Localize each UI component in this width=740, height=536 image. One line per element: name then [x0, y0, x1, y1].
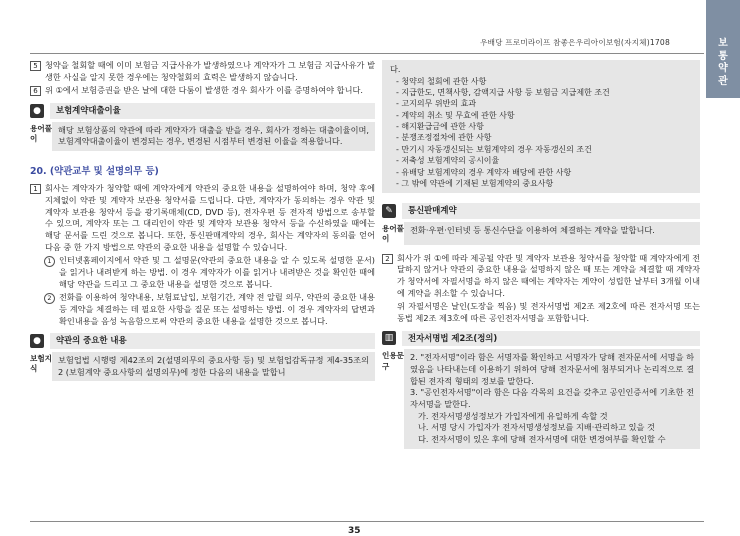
list-item: - 계약의 취소 및 무효에 관한 사항: [396, 110, 515, 120]
note-text: [404, 349, 700, 448]
footer-divider: [30, 521, 704, 522]
side-tab-char: 약: [718, 63, 728, 74]
clause-continuation: [382, 301, 700, 324]
clause-item-5: [30, 60, 375, 83]
clause-text: 회사는 계약자가 청약할 때에 계약자에게 약관의 중요한 내용을 설명하여야 하며, 청약 후에 지체없이 약관 및 계약자 보관용 청약서를 드립니다. 다만, 계약자가 동의하는 경우 약관 및 계약자 보관용 청약서 등을 광기록매체(CD, DVD 등), 전자우편 등 전자적 방법으로 송부할 수 있으며, 계약자 또는 그 대리인이 약관 및 계약자 보관용 청약서 등을 수신하였을 때에는 해당 문서를 드린 것으로 봅니다. 또한, 통신판매계약의 경우, 회사는 계약자의 동의를 얻어 다음 중 한 가지 방법으로 약관의 중요한 내용을 설명할 수 있습니다.: [45, 183, 375, 252]
note-title: 보험계약대출이율: [50, 103, 375, 119]
note-header-important: [30, 333, 375, 349]
important-items-list: [382, 60, 700, 193]
note-label: 보험지식: [30, 354, 53, 374]
info-icon: ●: [30, 104, 44, 118]
note-body-mail-order: [382, 222, 700, 245]
running-title: 우배당 프로미라이프 참좋은우리아이보험(자지체)1708: [480, 38, 670, 47]
note-header-esign: [382, 331, 700, 347]
note-title: 전자서명법 제2조(정의): [402, 331, 700, 347]
clause-number: 1: [30, 184, 41, 194]
section-title: 20. (약관교부 및 설명의무 등): [30, 166, 159, 178]
clause-number: 5: [30, 61, 41, 71]
side-tab-char: 관: [718, 75, 728, 87]
note-body-important: [30, 352, 375, 381]
clause-text: 위 자필서명은 날인(도장을 찍음) 및 전자서명법 제2조 제2호에 따른 전자서명 또는 동법 제2조 제3호에 따른 공인전자서명을 포함합니다.: [397, 301, 700, 323]
clause-item-6: [30, 85, 375, 97]
list-item: - 저축성 보험계약의 공시이율: [396, 156, 500, 166]
side-tab-char: 보: [718, 38, 728, 49]
note-label: 인용문구: [382, 351, 405, 371]
list-item: - 만기시 자동갱신되는 보험계약의 경우 자동갱신의 조건: [396, 144, 592, 154]
list-head: 다.: [390, 64, 401, 74]
pencil-icon: ✎: [382, 204, 396, 218]
sub-item-2: [30, 292, 375, 327]
sub-number: 2: [44, 293, 55, 304]
note-body-loan-rate: [30, 122, 375, 151]
note-body-esign: [382, 349, 700, 448]
side-tab-char: 통: [718, 50, 728, 62]
book-icon: ▥: [382, 331, 396, 345]
list-item: - 지급한도, 면책사항, 감액지급 사항 등 보험금 지급제한 조건: [396, 88, 610, 97]
page-number: 35: [348, 526, 361, 536]
info-icon: ●: [30, 334, 44, 348]
list-item: - 해지환급금에 관한 사항: [396, 122, 484, 132]
sub-text: 전화를 이용하여 청약내용, 보험료납입, 보험기간, 계약 전 알릴 의무, 약관의 중요한 내용 등 계약을 체결하는 데 필요한 사항을 질문 또는 설명하는 방법. 이 경우 계약자의 답변과 확인내용을 음성 녹음함으로써 약관의 중요한 내용을 설명한 것으로 봅니다.: [59, 292, 375, 326]
quote-line: 다. 전자서명이 있은 후에 당해 전자서명에 대한 변경여부를 확인할 수: [418, 433, 666, 444]
note-title: 약관의 중요한 내용: [50, 333, 375, 349]
clause-text: 회사가 위 ①에 따라 제공될 약관 및 계약자 보관용 청약서를 청약할 때 계약자에게 전달하지 않거나 약관의 중요한 내용을 설명하지 않은 때 또는 계약을 체결할 때 계약자가 청약서에 자필서명을 하지 않은 때에는 계약자는 계약이 성립한 날부터 3개월 이내에 계약을 취소할 수 있습니다.: [397, 252, 700, 298]
list-item: - 유배당 보험계약의 경우 계약자 배당에 관한 사항: [396, 167, 572, 177]
clause-text: 청약을 철회할 때에 이미 보험금 지급사유가 발생하였으나 계약자가 그 보험금 지급사유가 발생한 사실을 알지 못한 경우에는 청약철회의 효력은 발생하지 않습니다.: [45, 60, 375, 82]
note-header-loan-rate: [30, 103, 375, 119]
sub-item-1: [30, 255, 375, 290]
note-label: 용어풀이: [30, 123, 53, 144]
note-text: 해당 보험상품의 약관에 따라 계약자가 대출을 받을 경우, 회사가 정하는 대출이율이며, 보험계약대출이율이 변경되는 경우, 변경된 시점부터 변경된 이율을 적용합니다.: [52, 122, 375, 151]
list-item: - 분쟁조정절차에 관한 사항: [396, 133, 492, 143]
left-column: [30, 60, 375, 381]
header-divider: [30, 53, 704, 54]
right-column: [382, 60, 700, 449]
note-header-mail-order: [382, 203, 700, 219]
clause-item-2: [382, 253, 700, 300]
note-title: 통신판매계약: [402, 203, 700, 219]
quote-line: 가. 전자서명생성정보가 가입자에게 유일하게 속할 것: [418, 410, 608, 421]
quote-line: 나. 서명 당시 가입자가 전자서명생성정보를 지배·관리하고 있을 것: [418, 422, 655, 433]
list-item: - 청약의 철회에 관한 사항: [396, 76, 487, 86]
sub-text: 인터넷홈페이지에서 약관 및 그 설명문(약관의 중요한 내용을 알 수 있도록 설명한 문서)을 읽거나 내려받게 하는 방법. 이 경우 계약자가 이를 읽거나 내려받은 것을 확인한 때에 해당 약관을 드리고 그 중요한 내용을 설명한 것으로 봅니다.: [59, 255, 375, 289]
note-text: 전화·우편·인터넷 등 통신수단을 이용하여 체결하는 계약을 말합니다.: [404, 222, 700, 245]
clause-number: 6: [30, 86, 41, 96]
clause-text: 위 ①에서 보험증권을 받은 날에 대한 다툼이 발생한 경우 회사가 이를 증명하여야 합니다.: [45, 85, 363, 96]
clause-number: 2: [382, 254, 393, 264]
list-item: - 고지의무 위반의 효과: [396, 99, 477, 109]
quote-line: 2. "전자서명"이라 함은 서명자를 확인하고 서명자가 당해 전자문서에 서명을 하였음을 나타내는데 이용하기 위하여 당해 전자문서에 첨부되거나 논리적으로 결합된 전자적 형태의 정보를 말한다.: [410, 352, 694, 386]
quote-line: 3. "공인전자서명"이라 함은 다음 각목의 요건을 갖추고 공인인증서에 기초한 전자서명을 말한다.: [410, 387, 694, 409]
note-label: 용어풀이: [382, 224, 405, 244]
clause-item-1: [30, 183, 375, 253]
sub-number: 1: [44, 256, 55, 267]
side-section-tab: [706, 0, 740, 98]
note-text: 보험업법 시행령 제42조의 2(설명의무의 중요사항 등) 및 보험업감독규정 제4-35조의2 (보험계약 중요사항의 설명의무)에 정한 다음의 내용을 말합니: [52, 352, 375, 381]
list-item: - 그 밖에 약관에 기재된 보험계약의 중요사항: [396, 178, 554, 188]
